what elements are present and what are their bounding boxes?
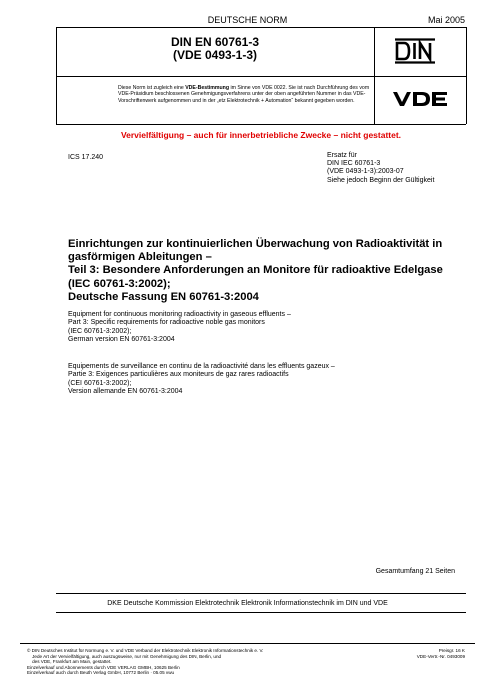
price-group: Preisgr. 16 K — [438, 648, 465, 653]
footer-rule — [20, 643, 475, 644]
title-english-line: Equipment for continuous monitoring radioactivity in gaseous effluents – — [68, 311, 291, 318]
vde-logo-icon — [392, 91, 452, 107]
title-german — [68, 238, 468, 304]
footer-line: Einzelverkauf und Abonnements durch VDE VERLAG GMBH, 10625 Berlin — [27, 664, 180, 670]
title-english-line: German version EN 60761-3:2004 — [68, 336, 175, 344]
vde-notice-post: im Sinne von VDE 0022. Sie ist nach Durchführung des vom VDE-Präsidium beschlossenen Genehmigungsverfahrens unter der oben angeführten Nummer in das VDE-Vorschriftenwerk aufgenommen und in der „etz Elektrotechnik + Automation“ bekannt gegeben worden. — [118, 85, 370, 104]
norm-label: DEUTSCHE NORM — [207, 15, 288, 25]
vde-notice-bold: VDE-Bestimmung — [185, 85, 229, 91]
reproduction-notice: Vervielfältigung – auch für innerbetriebliche Zwecke – nicht gestattet. — [120, 130, 402, 140]
title-english — [68, 311, 468, 345]
vde-logo — [392, 91, 452, 107]
footer-line: Jede Art der Vervielfältigung, auch auszugsweise, nur mit Genehmigung des DIN, Berlin, und — [27, 653, 222, 659]
footer-copyright — [27, 648, 357, 676]
document-number-line2: (VDE 0493-1-3) — [172, 48, 258, 62]
committee-rule-top — [56, 593, 466, 594]
publication-date: Mai 2005 — [427, 15, 465, 25]
committee-rule-bottom — [56, 612, 466, 613]
title-german-line: gasförmigen Ableitungen – — [68, 251, 212, 264]
title-german-line: (IEC 60761-3:2002); — [68, 277, 171, 290]
title-french-line: (CEI 60761-3:2002); — [68, 379, 132, 387]
replacement-line: Siehe jedoch Beginn der Gültigkeit — [327, 176, 435, 184]
footer-line: Einzelverkauf auch durch Beuth Verlag GmbH, 10772 Berlin · 05.05 vwu — [27, 670, 175, 676]
replacement-info — [327, 152, 434, 185]
replacement-line: Ersatz für — [327, 152, 357, 159]
header-rule — [56, 27, 466, 28]
title-german-line: Einrichtungen zur kontinuierlichen Überwachung von Radioaktivität in — [68, 238, 443, 250]
title-german-line: Teil 3: Besondere Anforderungen an Monitore für radioaktive Edelgase — [68, 264, 443, 277]
din-logo — [394, 38, 436, 64]
replacement-line: (VDE 0493-1-3):2003-07 — [327, 168, 404, 176]
frame-right-rule — [466, 27, 467, 124]
footer-pricing — [417, 648, 465, 659]
title-german-line: Deutsche Fassung EN 60761-3:2004 — [68, 290, 259, 303]
din-logo-icon — [394, 38, 436, 64]
frame-mid-rule — [56, 76, 466, 77]
vde-notice-pre: Diese Norm ist zugleich eine — [118, 85, 186, 91]
ics-code: ICS 17.240 — [68, 154, 104, 161]
title-french — [68, 363, 468, 397]
page-count: Gesamtumfang 21 Seiten — [375, 568, 455, 575]
title-english-line: (IEC 60761-3:2002); — [68, 327, 132, 335]
replacement-line: DIN IEC 60761-3 — [327, 160, 381, 168]
footer-line: © DIN Deutsches Institut für Normung e. V. und VDE Verband der Elektrotechnik Elektronik Informationstechnik e. V. — [27, 648, 264, 653]
committee-name: DKE Deutsche Kommission Elektrotechnik Elektronik Informationstechnik im DIN und VDE — [107, 600, 388, 607]
order-number: VDE-Vertr.-Nr. 0493009 — [416, 653, 465, 659]
document-number — [56, 36, 374, 62]
title-english-line: Part 3: Specific requirements for radioactive noble gas monitors — [68, 319, 265, 327]
frame-bottom-rule — [56, 124, 466, 125]
footer-line: des VDE, Frankfurt am Main, gestattet. — [27, 659, 112, 665]
title-french-line: Version allemande EN 60761-3:2004 — [68, 388, 183, 396]
title-french-line: Partie 3: Exigences particulières aux moniteurs de gaz rares radioactifs — [68, 371, 289, 379]
document-number-line1: DIN EN 60761-3 — [170, 35, 260, 49]
vde-notice — [118, 85, 374, 104]
title-french-line: Equipements de surveillance en continu de la radioactivité dans les effluents gazeux – — [68, 363, 335, 370]
